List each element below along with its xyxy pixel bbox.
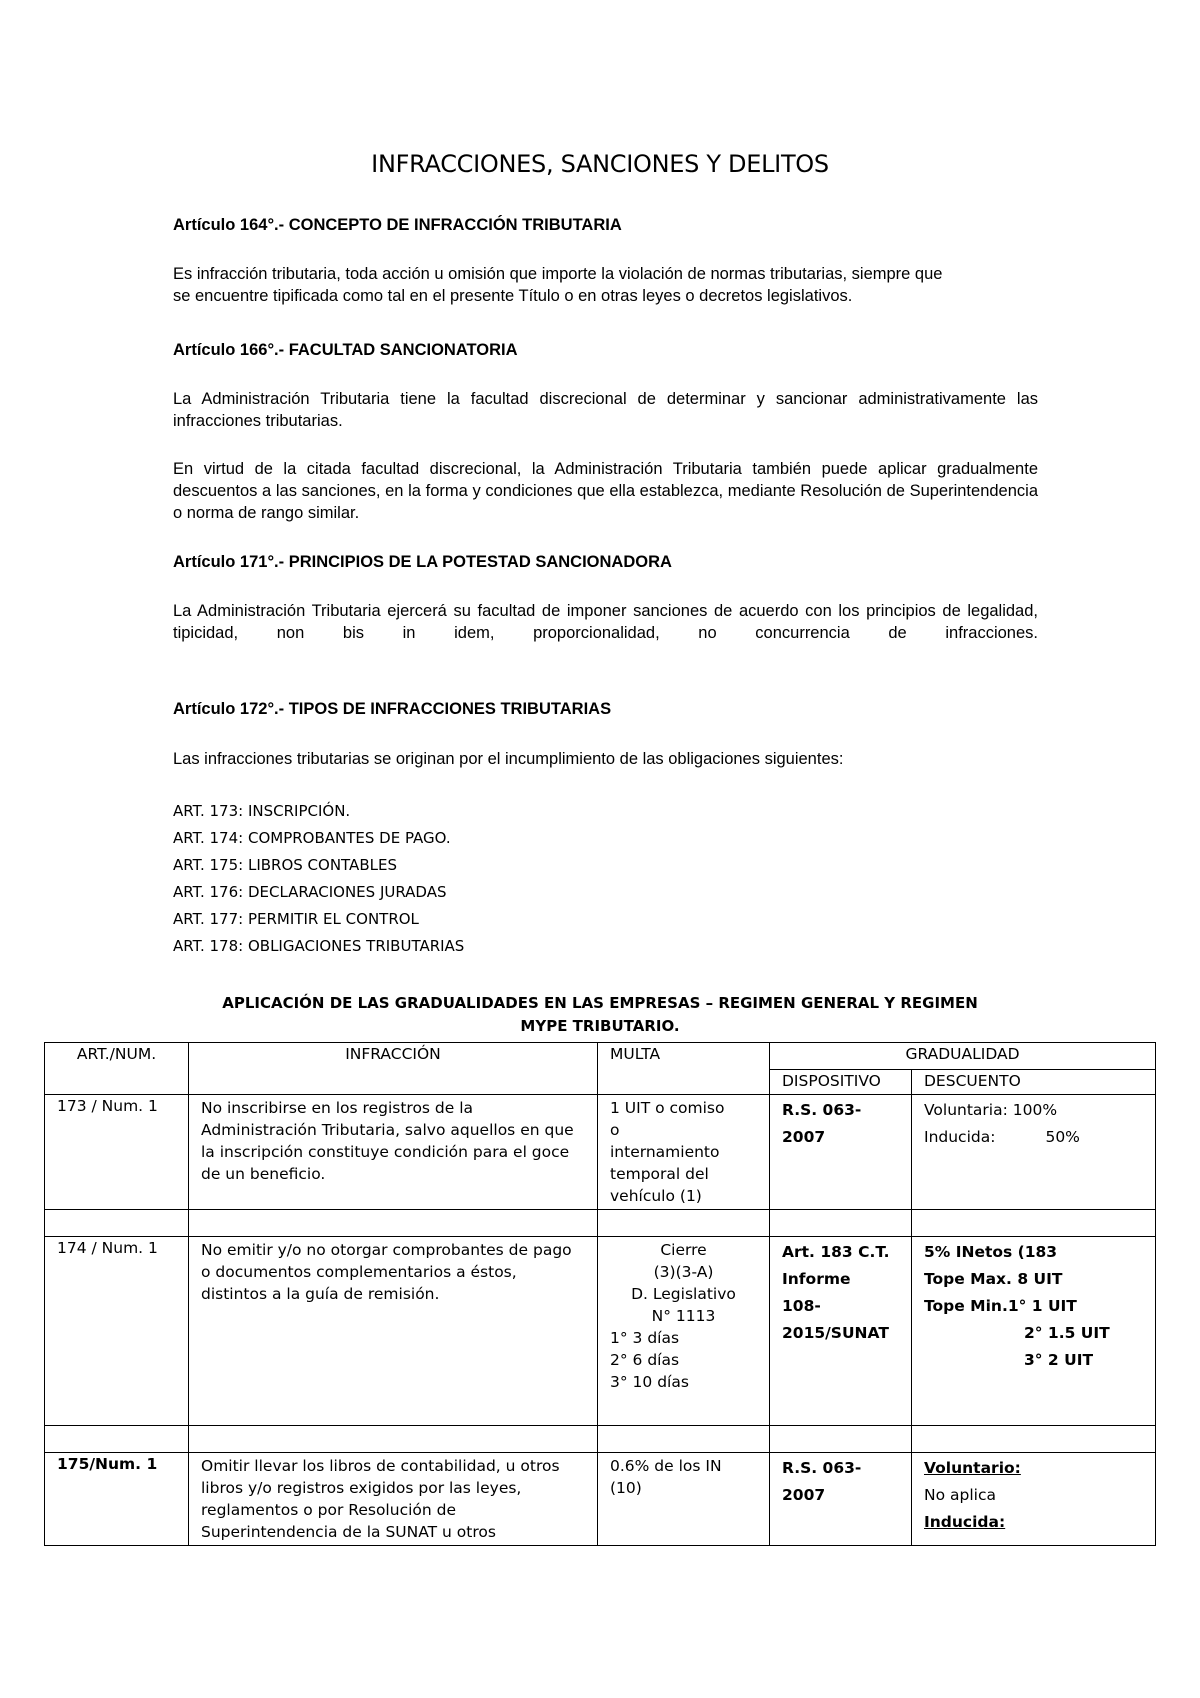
row1-multa: 1 UIT o comiso o internamiento temporal del vehículo (1) <box>598 1095 770 1210</box>
list-item: ART. 178: OBLIGACIONES TRIBUTARIAS <box>173 937 465 955</box>
row2-dispositivo: Art. 183 C.T. Informe 108- 2015/SUNAT <box>770 1237 912 1426</box>
table-row <box>45 1095 1156 1210</box>
list-item: ART. 173: INSCRIPCIÓN. <box>173 802 351 820</box>
row3-dispositivo: R.S. 063- 2007 <box>770 1453 912 1546</box>
header-art: ART./NUM. <box>45 1043 189 1095</box>
article-164-line-1: Es infracción tributaria, toda acción u omisión que importe la violación de normas tributarias, siempre que <box>173 265 943 283</box>
row3-art: 175/Num. 1 <box>45 1453 189 1546</box>
row3-multa: 0.6% de los IN (10) <box>598 1453 770 1546</box>
obligations-list <box>173 798 1038 960</box>
row3-infraccion: Omitir llevar los libros de contabilidad, u otros libros y/o registros exigidos por las leyes, reglamentos o por Resolución de Superintendencia de la SUNAT u otros <box>189 1453 598 1546</box>
spacer-row <box>45 1210 1156 1237</box>
header-multa: MULTA <box>598 1043 770 1095</box>
row2-art: 174 / Num. 1 <box>45 1237 189 1426</box>
header-descuento: DESCUENTO <box>912 1070 1156 1095</box>
list-item: ART. 177: PERMITIR EL CONTROL <box>173 910 419 928</box>
row2-infraccion: No emitir y/o no otorgar comprobantes de pago o documentos complementarios a éstos, distintos a la guía de remisión. <box>189 1237 598 1426</box>
list-item: ART. 174: COMPROBANTES DE PAGO. <box>173 829 451 847</box>
list-item: ART. 175: LIBROS CONTABLES <box>173 856 397 874</box>
article-164-heading: Artículo 164°.- CONCEPTO DE INFRACCIÓN TRIBUTARIA <box>173 216 622 234</box>
article-171-paragraph: La Administración Tributaria ejercerá su facultad de imponer sanciones de acuerdo con los principios de legalidad, tipicidad, non bis in idem, proporcionalidad, no concurrencia de infracciones. <box>173 602 1038 642</box>
table-title: APLICACIÓN DE LAS GRADUALIDADES EN LAS EMPRESAS – REGIMEN GENERAL Y REGIMEN MYPE TRIBUTARIO. <box>222 994 978 1035</box>
article-166-paragraph-1: La Administración Tributaria tiene la facultad discrecional de determinar y sancionar administrativamente las infracciones tributarias. <box>173 390 1038 430</box>
header-infraccion: INFRACCIÓN <box>189 1043 598 1095</box>
table-row <box>45 1237 1156 1426</box>
row1-dispositivo: R.S. 063- 2007 <box>770 1095 912 1210</box>
article-172-heading: Artículo 172°.- TIPOS DE INFRACCIONES TRIBUTARIAS <box>173 700 612 718</box>
header-dispositivo: DISPOSITIVO <box>770 1070 912 1095</box>
row3-descuento: Voluntario: No aplica Inducida: <box>912 1453 1156 1546</box>
spacer-row <box>45 1426 1156 1453</box>
row2-descuento: 5% INetos (183 Tope Max. 8 UIT Tope Min.1° 1 UIT 2° 1.5 UIT 3° 2 UIT <box>912 1237 1156 1426</box>
row2-multa: Cierre (3)(3-A) D. Legislativo N° 1113 1° 3 días 2° 6 días 3° 10 días <box>598 1237 770 1426</box>
article-166-heading: Artículo 166°.- FACULTAD SANCIONATORIA <box>173 341 518 359</box>
table-header-row <box>45 1043 1156 1070</box>
table-row <box>45 1453 1156 1546</box>
row1-art: 173 / Num. 1 <box>45 1095 189 1210</box>
list-item: ART. 176: DECLARACIONES JURADAS <box>173 883 447 901</box>
article-166-paragraph-2: En virtud de la citada facultad discrecional, la Administración Tributaria también puede aplicar gradualmente descuentos a las sanciones, en la forma y condiciones que ella establezca, mediante Resolución de Superintendencia o norma de rango similar. <box>173 460 1038 522</box>
row1-infraccion: No inscribirse en los registros de la Administración Tributaria, salvo aquellos en que la inscripción constituye condición para el goce de un beneficio. <box>189 1095 598 1210</box>
header-gradualidad: GRADUALIDAD <box>770 1043 1156 1070</box>
gradualidad-table <box>44 1042 1156 1546</box>
article-164-paragraph <box>173 263 1038 307</box>
article-172-paragraph: Las infracciones tributarias se originan por el incumplimiento de las obligaciones siguientes: <box>173 750 844 768</box>
article-164-line-2: se encuentre tipificada como tal en el presente Título o en otras leyes o decretos legislativos. <box>173 287 853 305</box>
document-title: INFRACCIONES, SANCIONES Y DELITOS <box>371 150 829 178</box>
row1-descuento: Voluntaria: 100% Inducida: 50% <box>912 1095 1156 1210</box>
article-171-heading: Artículo 171°.- PRINCIPIOS DE LA POTESTAD SANCIONADORA <box>173 553 672 571</box>
